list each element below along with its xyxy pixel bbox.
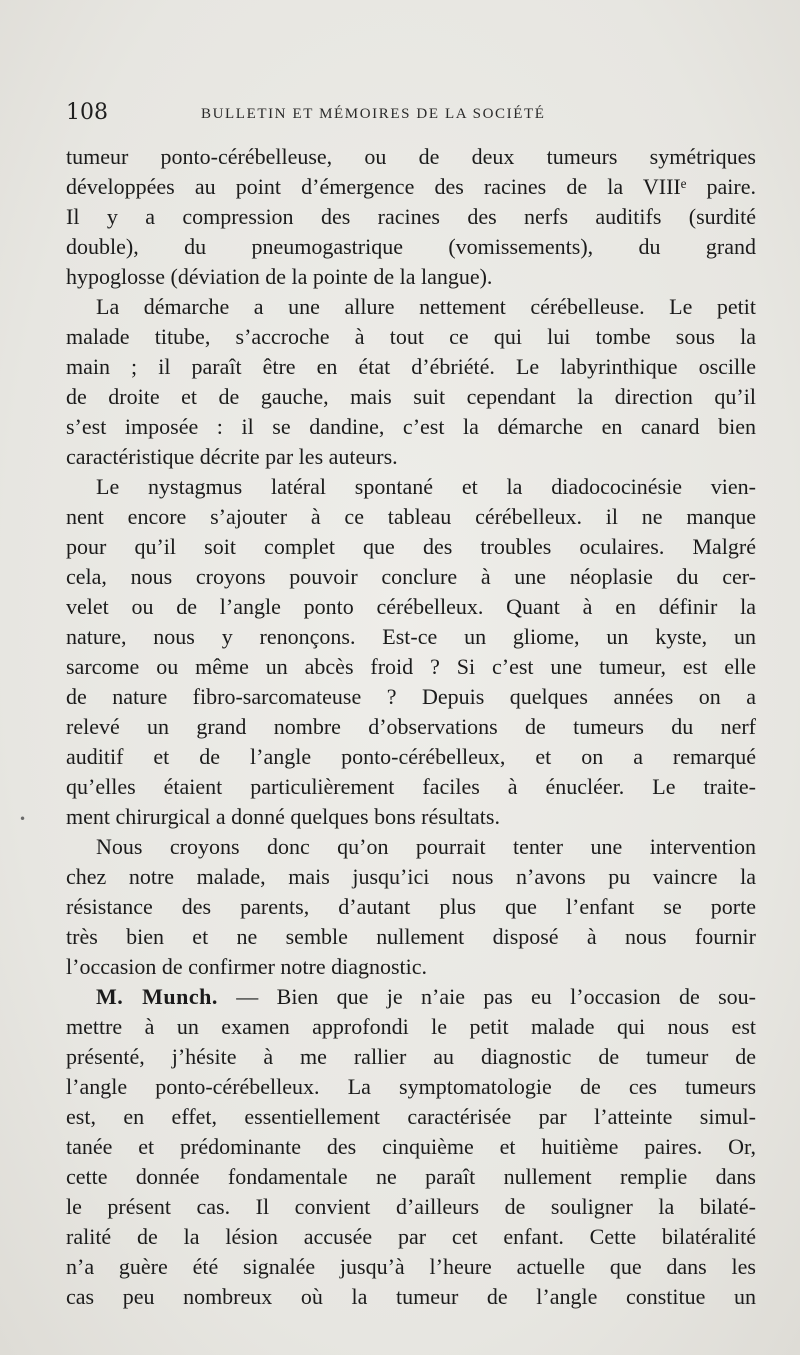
text-line: très bien et ne semble nullement disposé à nous fournir — [66, 924, 756, 949]
text-line: La démarche a une allure nettement cérébelleuse. Le petit — [96, 294, 756, 319]
running-title: BULLETIN ET MÉMOIRES DE LA SOCIÉTÉ — [201, 106, 546, 122]
paragraph — [66, 472, 756, 832]
text-line: tumeur ponto-cérébelleuse, ou de deux tumeurs symétriques — [66, 144, 756, 169]
text-line: velet ou de l’angle ponto cérébelleux. Quant à en définir la — [66, 594, 756, 619]
text-line: ment chirurgical a donné quelques bons résultats. — [66, 804, 500, 829]
text-line: Il y a compression des racines des nerfs auditifs (surdité — [66, 204, 756, 229]
text-line: chez notre malade, mais jusqu’ici nous n’avons pu vaincre la — [66, 864, 756, 889]
text-line: auditif et de l’angle ponto-cérébelleux, et on a remarqué — [66, 744, 756, 769]
text-line: tanée et prédominante des cinquième et huitième paires. Or, — [66, 1134, 756, 1159]
text-line — [66, 982, 756, 1012]
text-line: présenté, j’hésite à me rallier au diagnostic de tumeur de — [66, 1044, 756, 1069]
speaker-line-text: — Bien que je n’aie pas eu l’occasion de sou- — [217, 984, 757, 1009]
text-line: double), du pneumogastrique (vomissements), du grand — [66, 234, 756, 259]
paragraph — [66, 142, 756, 292]
text-line: Nous croyons donc qu’on pourrait tenter une intervention — [96, 834, 756, 859]
text-line: de nature fibro-sarcomateuse ? Depuis quelques années on a — [66, 684, 756, 709]
text-line: hypoglosse (déviation de la pointe de la langue). — [66, 264, 493, 289]
speaker-name: M. Munch. — [96, 984, 218, 1009]
text-line: résistance des parents, d’autant plus que l’enfant se porte — [66, 894, 756, 919]
text-line: main ; il paraît être en état d’ébriété. Le labyrinthique oscille — [66, 354, 756, 379]
page-number: 108 — [66, 100, 108, 125]
running-header — [66, 100, 756, 134]
text-line: mettre à un examen approfondi le petit malade qui nous est — [66, 1014, 756, 1039]
text-line: l’angle ponto-cérébelleux. La symptomatologie de ces tumeurs — [66, 1074, 756, 1099]
text-line: malade titube, s’accroche à tout ce qui lui tombe sous la — [66, 324, 756, 349]
paragraph — [66, 832, 756, 982]
text-line: ralité de la lésion accusée par cet enfant. Cette bilatéralité — [66, 1224, 756, 1249]
text-line: pour qu’il soit complet que des troubles oculaires. Malgré — [66, 534, 756, 559]
text-line: nature, nous y renonçons. Est-ce un gliome, un kyste, un — [66, 624, 756, 649]
text-line: cette donnée fondamentale ne paraît nullement remplie dans — [66, 1164, 756, 1189]
text-line: n’a guère été signalée jusqu’à l’heure actuelle que dans les — [66, 1254, 756, 1279]
text-line: cela, nous croyons pouvoir conclure à une néoplasie du cer- — [66, 564, 756, 589]
text-line: sarcome ou même un abcès froid ? Si c’est une tumeur, est elle — [66, 654, 756, 679]
text-line: caractéristique décrite par les auteurs. — [66, 444, 398, 469]
paragraph — [66, 292, 756, 472]
body-text — [66, 142, 756, 1312]
text-line: de droite et de gauche, mais suit cependant la direction qu’il — [66, 384, 756, 409]
text-line: Le nystagmus latéral spontané et la diadococinésie vien- — [96, 474, 756, 499]
paragraph — [66, 982, 756, 1312]
text-line: relevé un grand nombre d’observations de tumeurs du nerf — [66, 714, 756, 739]
text-line: est, en effet, essentiellement caractérisée par l’atteinte simul- — [66, 1104, 756, 1129]
text-line: développées au point d’émergence des racines de la VIIIᵉ paire. — [66, 174, 756, 199]
text-line: l’occasion de confirmer notre diagnostic. — [66, 954, 428, 979]
text-line: nent encore s’ajouter à ce tableau cérébelleux. il ne manque — [66, 504, 756, 529]
text-line: cas peu nombreux où la tumeur de l’angle constitue un — [66, 1284, 756, 1309]
text-line: s’est imposée : il se dandine, c’est la démarche en canard bien — [66, 414, 756, 439]
margin-speck: • — [19, 812, 27, 826]
text-line: qu’elles étaient particulièrement faciles à énucléer. Le traite- — [66, 774, 756, 799]
text-line: le présent cas. Il convient d’ailleurs de souligner la bilaté- — [66, 1194, 756, 1219]
